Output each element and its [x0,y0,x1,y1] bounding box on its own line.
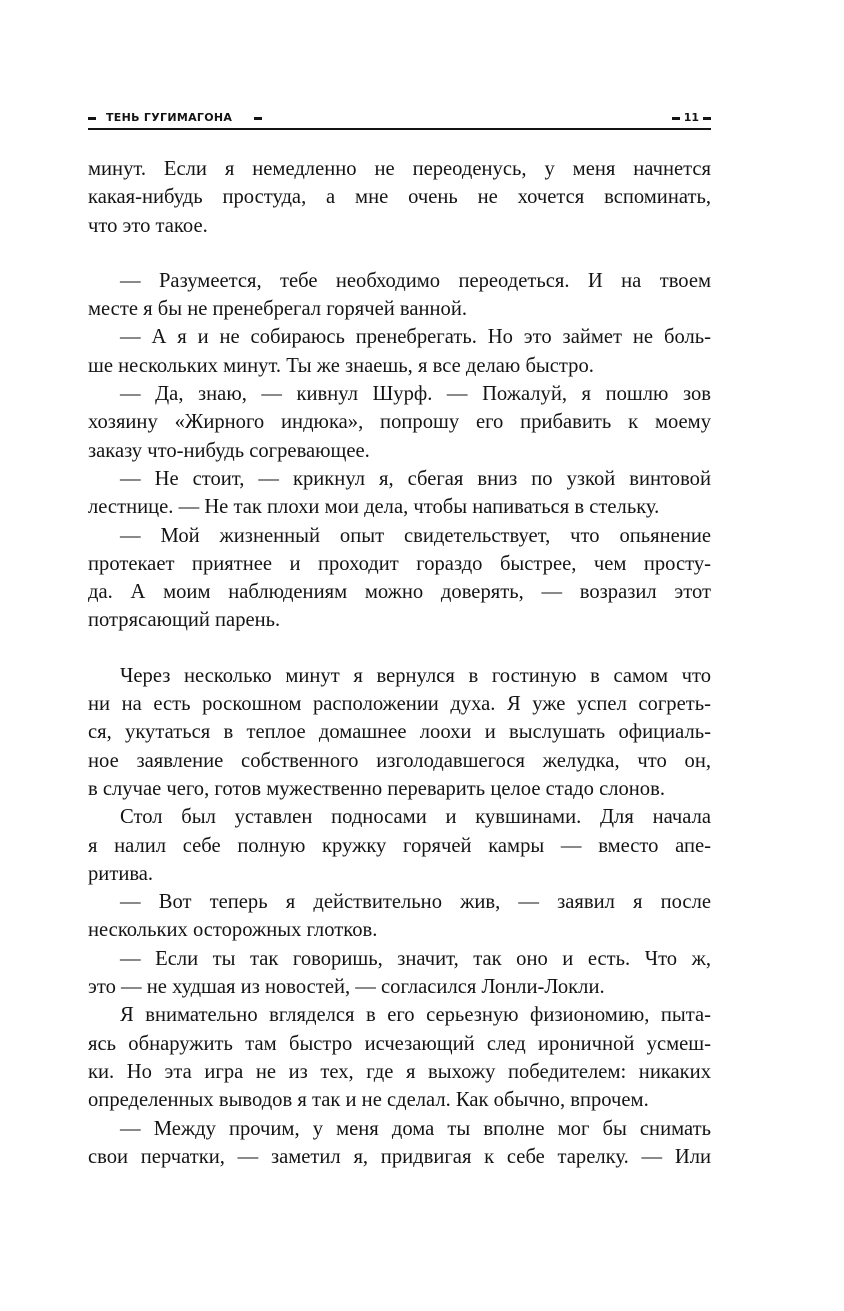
text-line: — Между прочим, у меня дома ты вполне мог бы снимать [120,1117,711,1140]
text-line: в случае чего, готов мужественно переварить целое стадо слонов. [88,777,665,800]
dash-ornament-right [703,117,711,120]
text-line: ритива. [88,862,154,885]
text-line: это — не худшая из новостей, — согласился Лонли-Локли. [88,976,605,999]
running-head [88,108,711,132]
text-line: минут. Если я немедленно не переоденусь, у меня начнется [88,158,711,180]
text-line: — Вот теперь я действительно жив, — заявил я после [120,891,711,914]
section-break [88,240,711,267]
header-rule [88,128,711,130]
text-line: ясь обнаружить там быстро исчезающий след ироничной усмеш- [88,1032,711,1055]
text-line: какая-нибудь простуда, а мне очень не хочется вспоминать, [88,186,711,209]
page-number: 11 [683,111,699,124]
text-line: заказу что-нибудь согревающее. [88,439,370,462]
page-number-header [668,108,711,128]
text-line: да. А моим наблюдениям можно доверять, — возразил этот [88,581,711,604]
text-line: месте я бы не пренебрегал горячей ванной. [88,298,468,321]
text-line: протекает приятнее и проходит гораздо быстрее, чем просту- [88,552,711,575]
text-line: Через несколько минут я вернулся в гостиную в самом что [120,664,711,687]
text-line: ное заявление собственного изголодавшегося желудка, что он, [88,749,711,772]
page-text [88,155,711,1171]
book-title: ТЕНЬ ГУГИМАГОНА [106,111,233,124]
text-line: ни на есть роскошном расположении духа. Я уже успел согреть- [88,693,711,716]
text-line: я налил себе полную кружку горячей камры — вместо апе- [88,834,711,857]
dash-ornament-left [88,117,96,120]
text-line: потрясающий парень. [88,609,281,632]
text-line: ше нескольких минут. Ты же знаешь, я все делаю быстро. [88,354,594,377]
text-line: Стол был уставлен подносами и кувшинами. Для начала [120,806,711,829]
text-line: ся, укутаться в теплое домашнее лоохи и выслушать официаль- [88,721,711,744]
text-line: нескольких осторожных глотков. [88,919,378,942]
text-line: Я внимательно вгляделся в его серьезную физиономию, пыта- [120,1004,711,1027]
book-title-header [88,108,272,128]
text-line: хозяину «Жирного индюка», попрошу его прибавить к моему [88,411,711,434]
text-line: — Если ты так говоришь, значит, так оно и есть. Что ж, [120,947,711,970]
dash-ornament-right [254,117,262,120]
text-line: что это такое. [88,214,208,237]
text-line: — Да, знаю, — кивнул Шурф. — Пожалуй, я пошлю зов [120,383,711,406]
text-line: — Мой жизненный опыт свидетельствует, что опьянение [120,524,711,547]
text-line: лестнице. — Не так плохи мои дела, чтобы напиваться в стельку. [88,496,660,519]
text-line: — Не стоит, — крикнул я, сбегая вниз по узкой винтовой [120,467,711,490]
text-line: — А я и не собираюсь пренебрегать. Но это займет не боль- [120,326,711,349]
text-line: ки. Но эта игра не из тех, где я выхожу победителем: никаких [88,1060,711,1083]
text-line: — Разумеется, тебе необходимо переодеться. И на твоем [120,269,711,292]
text-line: определенных выводов я так и не сделал. Как обычно, впрочем. [88,1089,649,1112]
section-break [88,635,711,662]
text-line: свои перчатки, — заметил я, придвигая к себе тарелку. — Или [88,1145,711,1168]
dash-ornament-left [672,117,680,120]
